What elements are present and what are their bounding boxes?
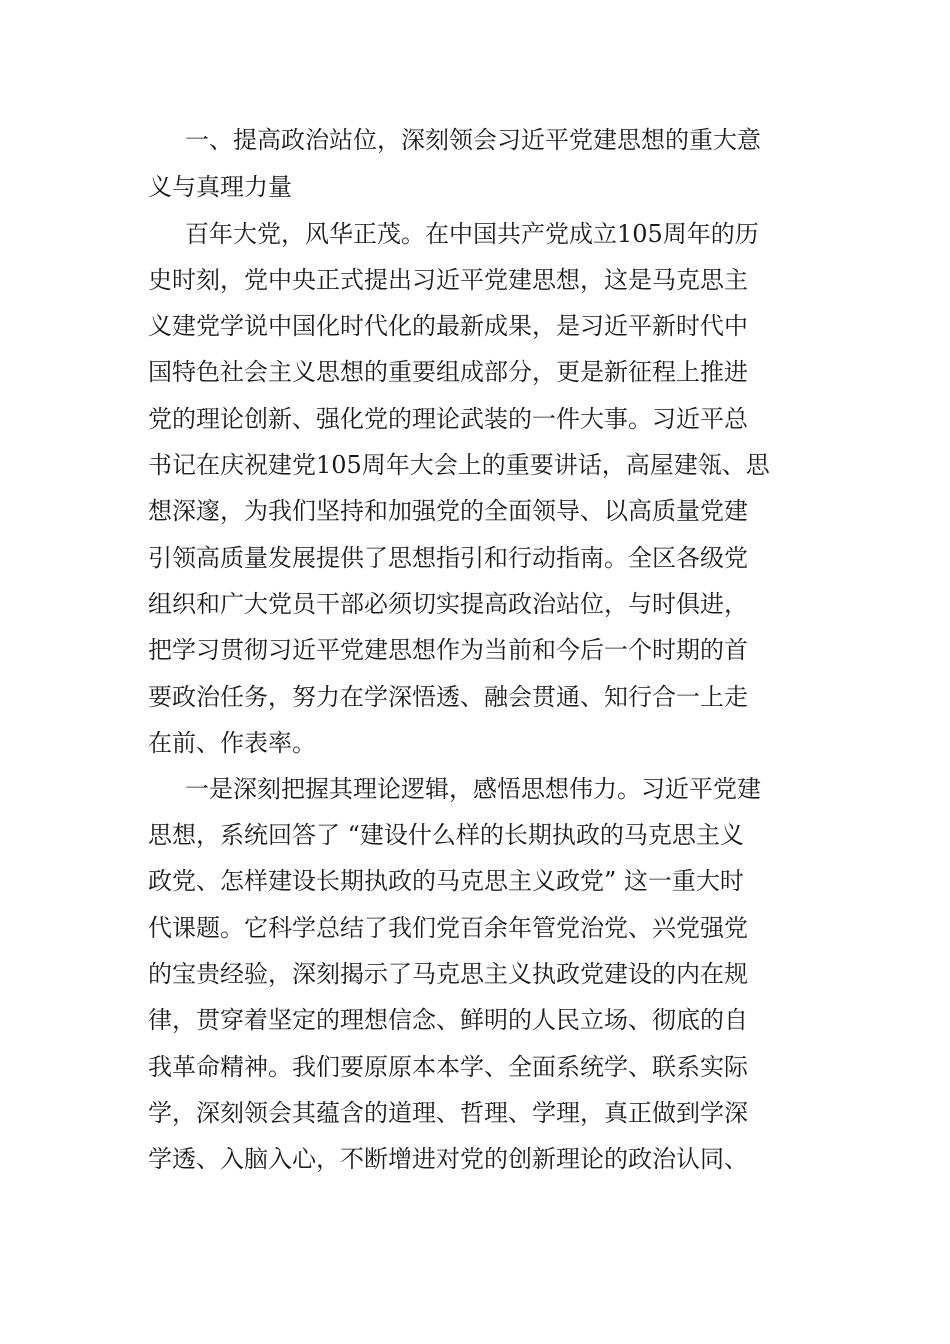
paragraph-1-line-2: 史时刻，党中央正式提出习近平党建思想，这是马克思主	[148, 266, 748, 294]
paragraph-1-line-6: 书记在庆祝建党105周年大会上的重要讲话，高屋建瓴、思	[148, 451, 770, 479]
paragraph-1-line-12: 在前、作表率。	[148, 729, 316, 757]
paragraph-1-line-3: 义建党学说中国化时代化的最新成果，是习近平新时代中	[148, 312, 748, 340]
paragraph-1-line-7: 想深邃，为我们坚持和加强党的全面领导、以高质量党建	[148, 497, 748, 525]
heading-line-1: 一、提高政治站位，深刻领会习近平党建思想的重大意	[185, 126, 761, 154]
paragraph-2-line-2: 思想，系统回答了 “建设什么样的长期执政的马克思主义	[148, 821, 744, 849]
paragraph-2-line-9: 学透、入脑入心，不断增进对党的创新理论的政治认同、	[148, 1145, 748, 1173]
paragraph-1-line-11: 要政治任务，努力在学深悟透、融会贯通、知行合一上走	[148, 683, 748, 711]
paragraph-2-line-8: 学，深刻领会其蕴含的道理、哲理、学理，真正做到学深	[148, 1099, 748, 1127]
paragraph-1-line-8: 引领高质量发展提供了思想指引和行动指南。全区各级党	[148, 544, 748, 572]
paragraph-1-line-1: 百年大党，风华正茂。在中国共产党成立105周年的历	[185, 220, 759, 248]
paragraph-1-line-4: 国特色社会主义思想的重要组成部分，更是新征程上推进	[148, 358, 748, 386]
paragraph-2-line-4: 代课题。它科学总结了我们党百余年管党治党、兴党强党	[148, 914, 748, 942]
paragraph-1-line-9: 组织和广大党员干部必须切实提高政治站位，与时俱进，	[148, 590, 748, 618]
paragraph-1-line-5: 党的理论创新、强化党的理论武装的一件大事。习近平总	[148, 405, 748, 433]
paragraph-2-line-3: 政党、怎样建设长期执政的马克思主义政党” 这一重大时	[148, 867, 744, 895]
paragraph-2-line-6: 律，贯穿着坚定的理想信念、鲜明的人民立场、彻底的自	[148, 1006, 748, 1034]
paragraph-2-line-7: 我革命精神。我们要原原本本学、全面系统学、联系实际	[148, 1053, 748, 1081]
paragraph-2-line-5: 的宝贵经验，深刻揭示了马克思主义执政党建设的内在规	[148, 960, 748, 988]
heading-line-2: 义与真理力量	[148, 173, 292, 201]
paragraph-2-line-1: 一是深刻把握其理论逻辑，感悟思想伟力。习近平党建	[185, 775, 761, 803]
paragraph-1-line-10: 把学习贯彻习近平党建思想作为当前和今后一个时期的首	[148, 636, 748, 664]
